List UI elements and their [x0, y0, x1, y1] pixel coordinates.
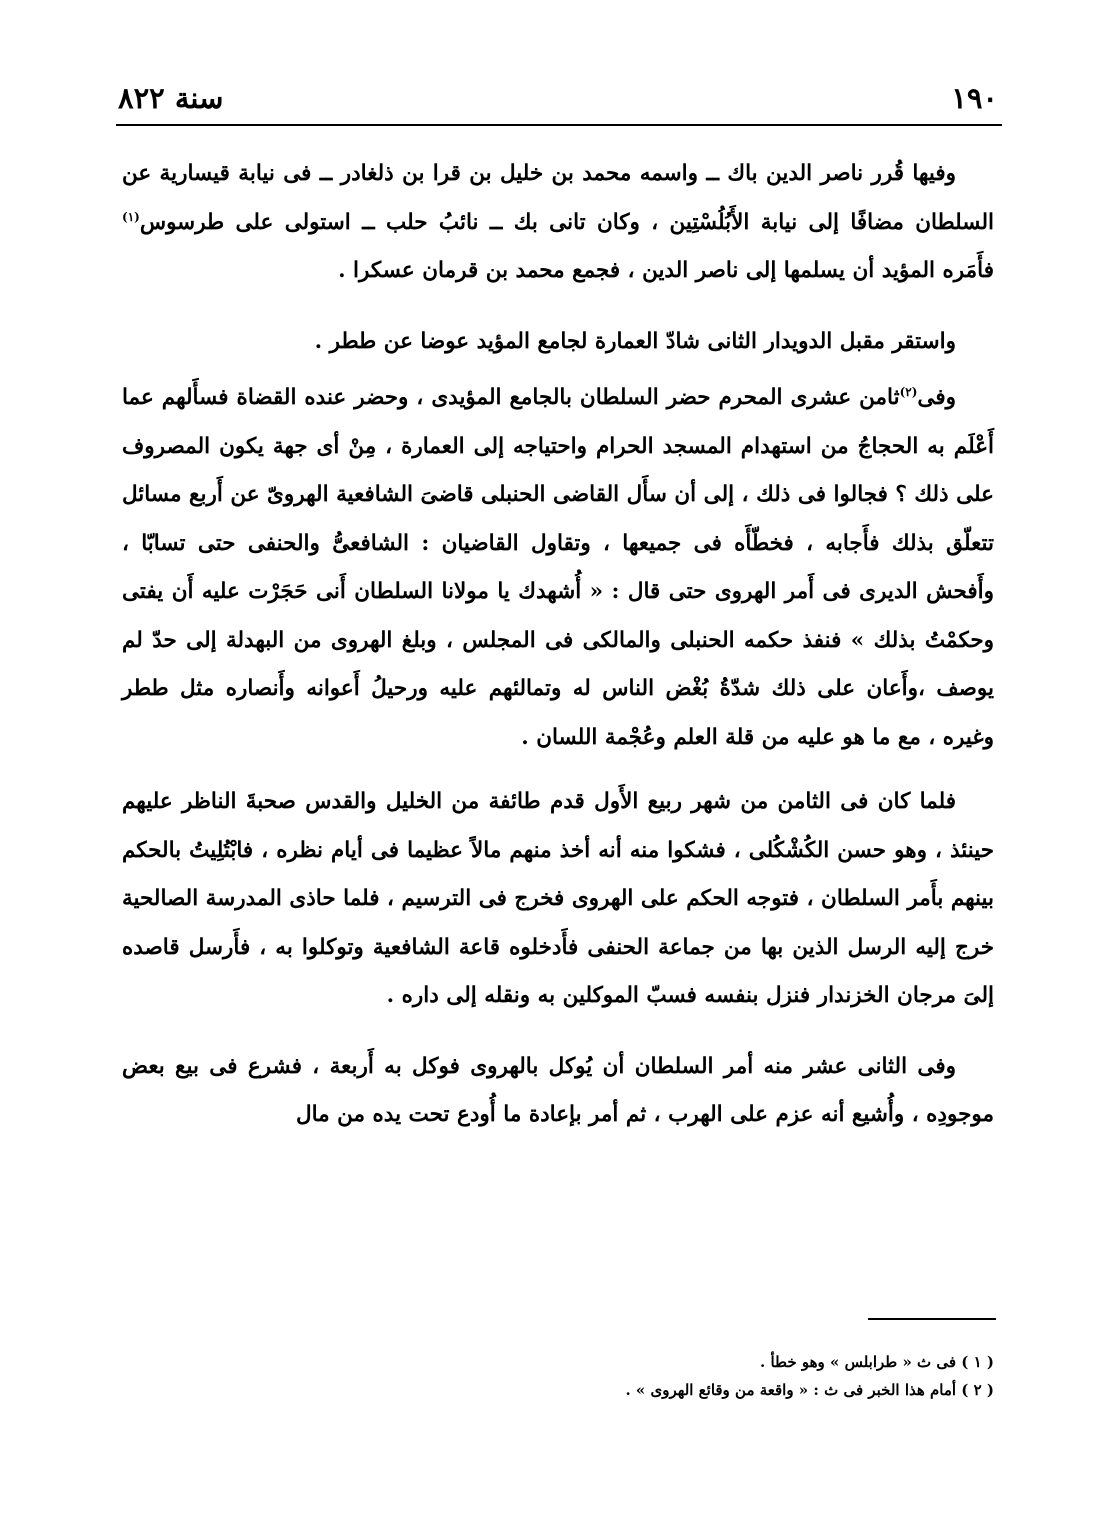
year-title: سنة ٨٢٢ — [118, 81, 224, 115]
paragraph-1 — [122, 150, 994, 296]
paragraph-3 — [122, 374, 994, 762]
paragraph-2-text: واستقر مقبل الدويدار الثانى شادّ العمارة لجامع المؤيد عوضا عن ططر . — [314, 328, 956, 354]
page-number: ١٩٠ — [951, 81, 998, 115]
paragraph-3-text-cont: ثامن عشرى المحرم حضر السلطان بالجامع المؤيدى ، وحضر عنده القضاة فسأَلهم عما أَعْلَم به الحجاجُ من استهدام المسجد الحرام واحتياجه إلى العمارة ، مِنْ أى جهة يكون المصروف على ذلك ؟ فجالوا فى ذلك ، إلى أن سأَل القاضى الحنبلى قاضىَ الشافعية الهروىّ عن أَربع مسائل تتعلّق بذلك فأَجابه ، فخطّأَه فى جميعها ، وتقاول القاضيان : الشافعىُّ والحنفى حتى تسابّا ، وأَفحش الديرى فى أَمر الهروى حتى قال : « أُشهدك يا مولانا السلطان أَنى حَجَرْت عليه أَن يفتى وحكمْتُ بذلك » فنفذ حكمه الحنبلى والمالكى فى المجلس ، وبلغ الهروى من البهدلة إلى حدّ لم يوصف ،وأَعان على ذلك شدّةُ بُغْض الناس له وتمالئهم عليه ورحيلُ أَعوانه وأَنصاره مثل ططر وغيره ، مع ما هو عليه من قلة العلم وعُجْمة اللسان . — [122, 385, 994, 750]
running-header — [118, 78, 998, 118]
footnote-ref-2[interactable]: (٢) — [899, 384, 918, 399]
header-divider — [116, 124, 1002, 126]
paragraph-2 — [122, 318, 994, 367]
footnote-1: ( ١ ) فى ث « طرابلس » وهو خطأ . — [760, 1353, 994, 1371]
paragraph-3-text: وفى — [917, 385, 956, 410]
paragraph-5-text: وفى الثانى عشر منه أمر السلطان أن يُوكل بالهروى فوكل به أَربعة ، فشرع فى بيع بعض موجودِه ، وأُشيع أنه عزم على الهرب ، ثم أمر بإعادة ما أُودع تحت يده من مال — [122, 1053, 994, 1127]
paragraph-5 — [122, 1043, 994, 1140]
footnote-ref-1[interactable]: (١) — [122, 209, 140, 224]
paragraph-1-text-cont: فأَمَره المؤيد أن يسلمها إلى ناصر الدين ، فجمع محمد بن قرمان عسكرا . — [338, 258, 994, 283]
footnotes — [122, 1348, 994, 1404]
footnote-divider — [868, 1318, 996, 1320]
main-text — [122, 150, 994, 1140]
paragraph-4 — [122, 778, 994, 1021]
footnote-2: ( ٢ ) أمام هذا الخبر فى ث : « واقعة من وقائع الهروى » . — [625, 1381, 994, 1399]
paragraph-1-text: وفيها قُرر ناصر الدين باك ــ واسمه محمد بن خليل بن قرا بن ذلغادر ــ فى نيابة قيسارية عن السلطان مضافًا إلى نيابة الأَبُلُسْتِين ، وكان تانى بك ــ نائبُ حلب ــ استولى على طرسوس — [122, 161, 994, 235]
paragraph-4-text: فلما كان فى الثامن من شهر ربيع الأَول قدم طائفة من الخليل والقدس صحبةَ الناظر عليهم حينئذ ، وهو حسن الكُشْكُلى ، فشكوا منه أنه أخذ منهم مالاً عظيما فى أيام نظره ، فابْتُلِيتُ بالحكم بينهم بأَمر السلطان ، فتوجه الحكم على الهروى فخرج فى الترسيم ، فلما حاذى المدرسة الصالحية خرج إليه الرسل الذين بها من جماعة الحنفى فأَدخلوه قاعة الشافعية وتوكلوا به ، فأَرسل قاصده إلىَ مرجان الخزندار فنزل بنفسه فسبّ الموكلين به ونقله إلى داره . — [122, 789, 994, 1008]
